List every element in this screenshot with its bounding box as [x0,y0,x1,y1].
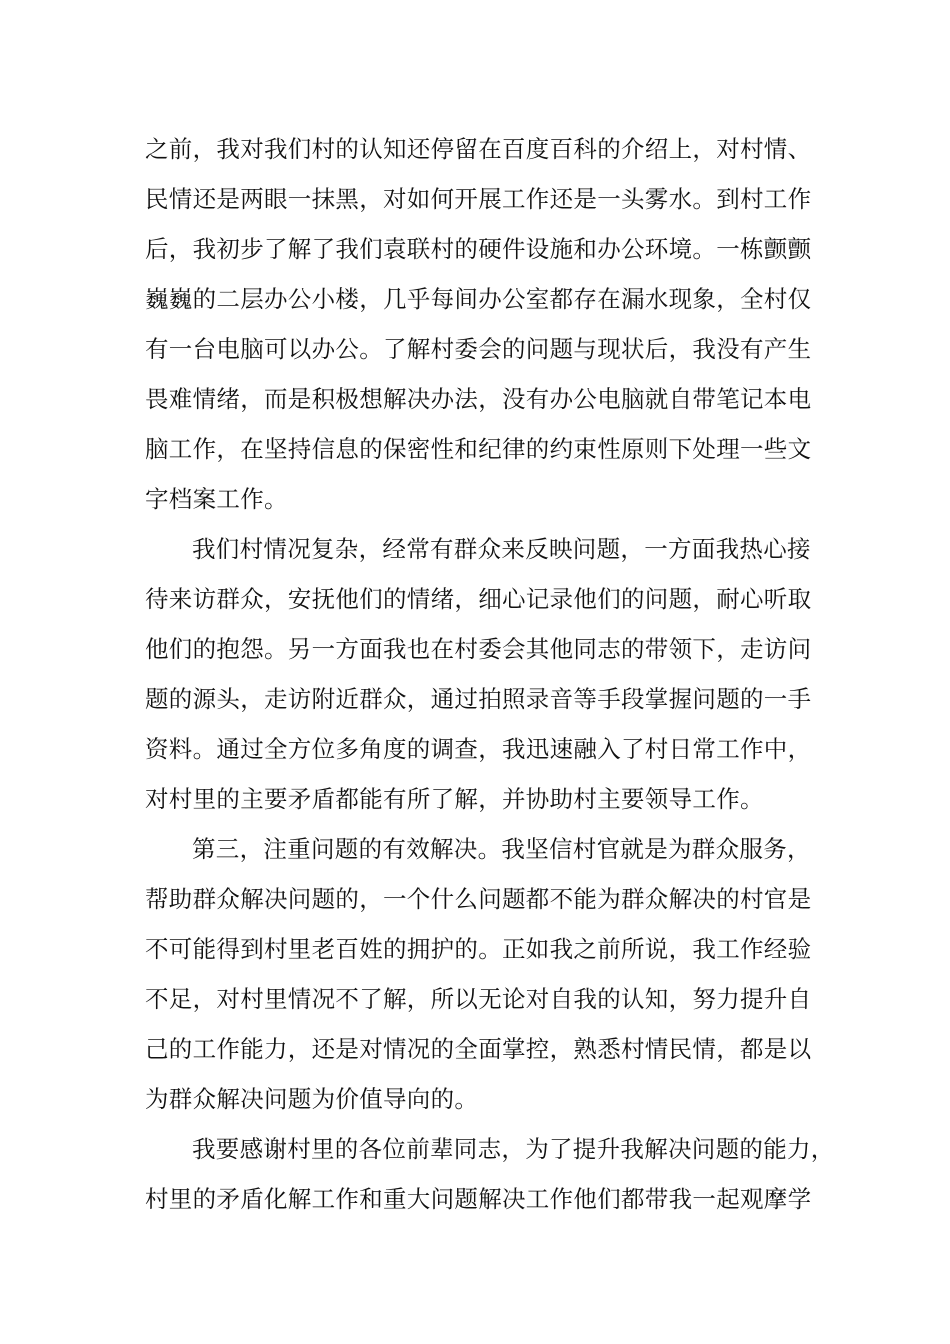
paragraph-first-line: 我要感谢村里的各位前辈同志，为了提升我解决问题的能力， [192,1135,835,1163]
text-line: 脑工作，在坚持信息的保密性和纪律的约束性原则下处理一些文 [145,435,812,463]
text-line: 帮助群众解决问题的，一个什么问题都不能为群众解决的村官是 [145,885,812,913]
text-line: 村里的矛盾化解工作和重大问题解决工作他们都带我一起观摩学 [145,1185,812,1213]
paragraph-first-line: 我们村情况复杂，经常有群众来反映问题，一方面我热心接 [192,535,811,563]
paragraph-first-line: 第三，注重问题的有效解决。我坚信村官就是为群众服务， [192,835,811,863]
text-line: 不可能得到村里老百姓的拥护的。正如我之前所说，我工作经验 [145,935,812,963]
text-line: 后，我初步了解了我们袁联村的硬件设施和办公环境。一栋颤颤 [145,235,812,263]
text-line: 民情还是两眼一抹黑，对如何开展工作还是一头雾水。到村工作 [145,185,812,213]
text-line: 他们的抱怨。另一方面我也在村委会其他同志的带领下，走访问 [145,635,812,663]
text-line: 畏难情绪，而是积极想解决办法，没有办公电脑就自带笔记本电 [145,385,812,413]
text-line: 不足，对村里情况不了解，所以无论对自我的认知，努力提升自 [145,985,812,1013]
text-line: 己的工作能力，还是对情况的全面掌控，熟悉村情民情，都是以 [145,1035,812,1063]
text-line: 字档案工作。 [145,485,288,513]
text-line: 资料。通过全方位多角度的调查，我迅速融入了村日常工作中， [145,735,812,763]
text-line: 对村里的主要矛盾都能有所了解，并协助村主要领导工作。 [145,785,764,813]
text-line: 有一台电脑可以办公。了解村委会的问题与现状后，我没有产生 [145,335,812,363]
text-line: 巍巍的二层办公小楼，几乎每间办公室都存在漏水现象，全村仅 [145,285,812,313]
text-line: 题的源头，走访附近群众，通过拍照录音等手段掌握问题的一手 [145,685,812,713]
text-line: 待来访群众，安抚他们的情绪，细心记录他们的问题，耐心听取 [145,585,812,613]
text-line: 之前，我对我们村的认知还停留在百度百科的介绍上，对村情、 [145,135,812,163]
text-line: 为群众解决问题为价值导向的。 [145,1085,479,1113]
